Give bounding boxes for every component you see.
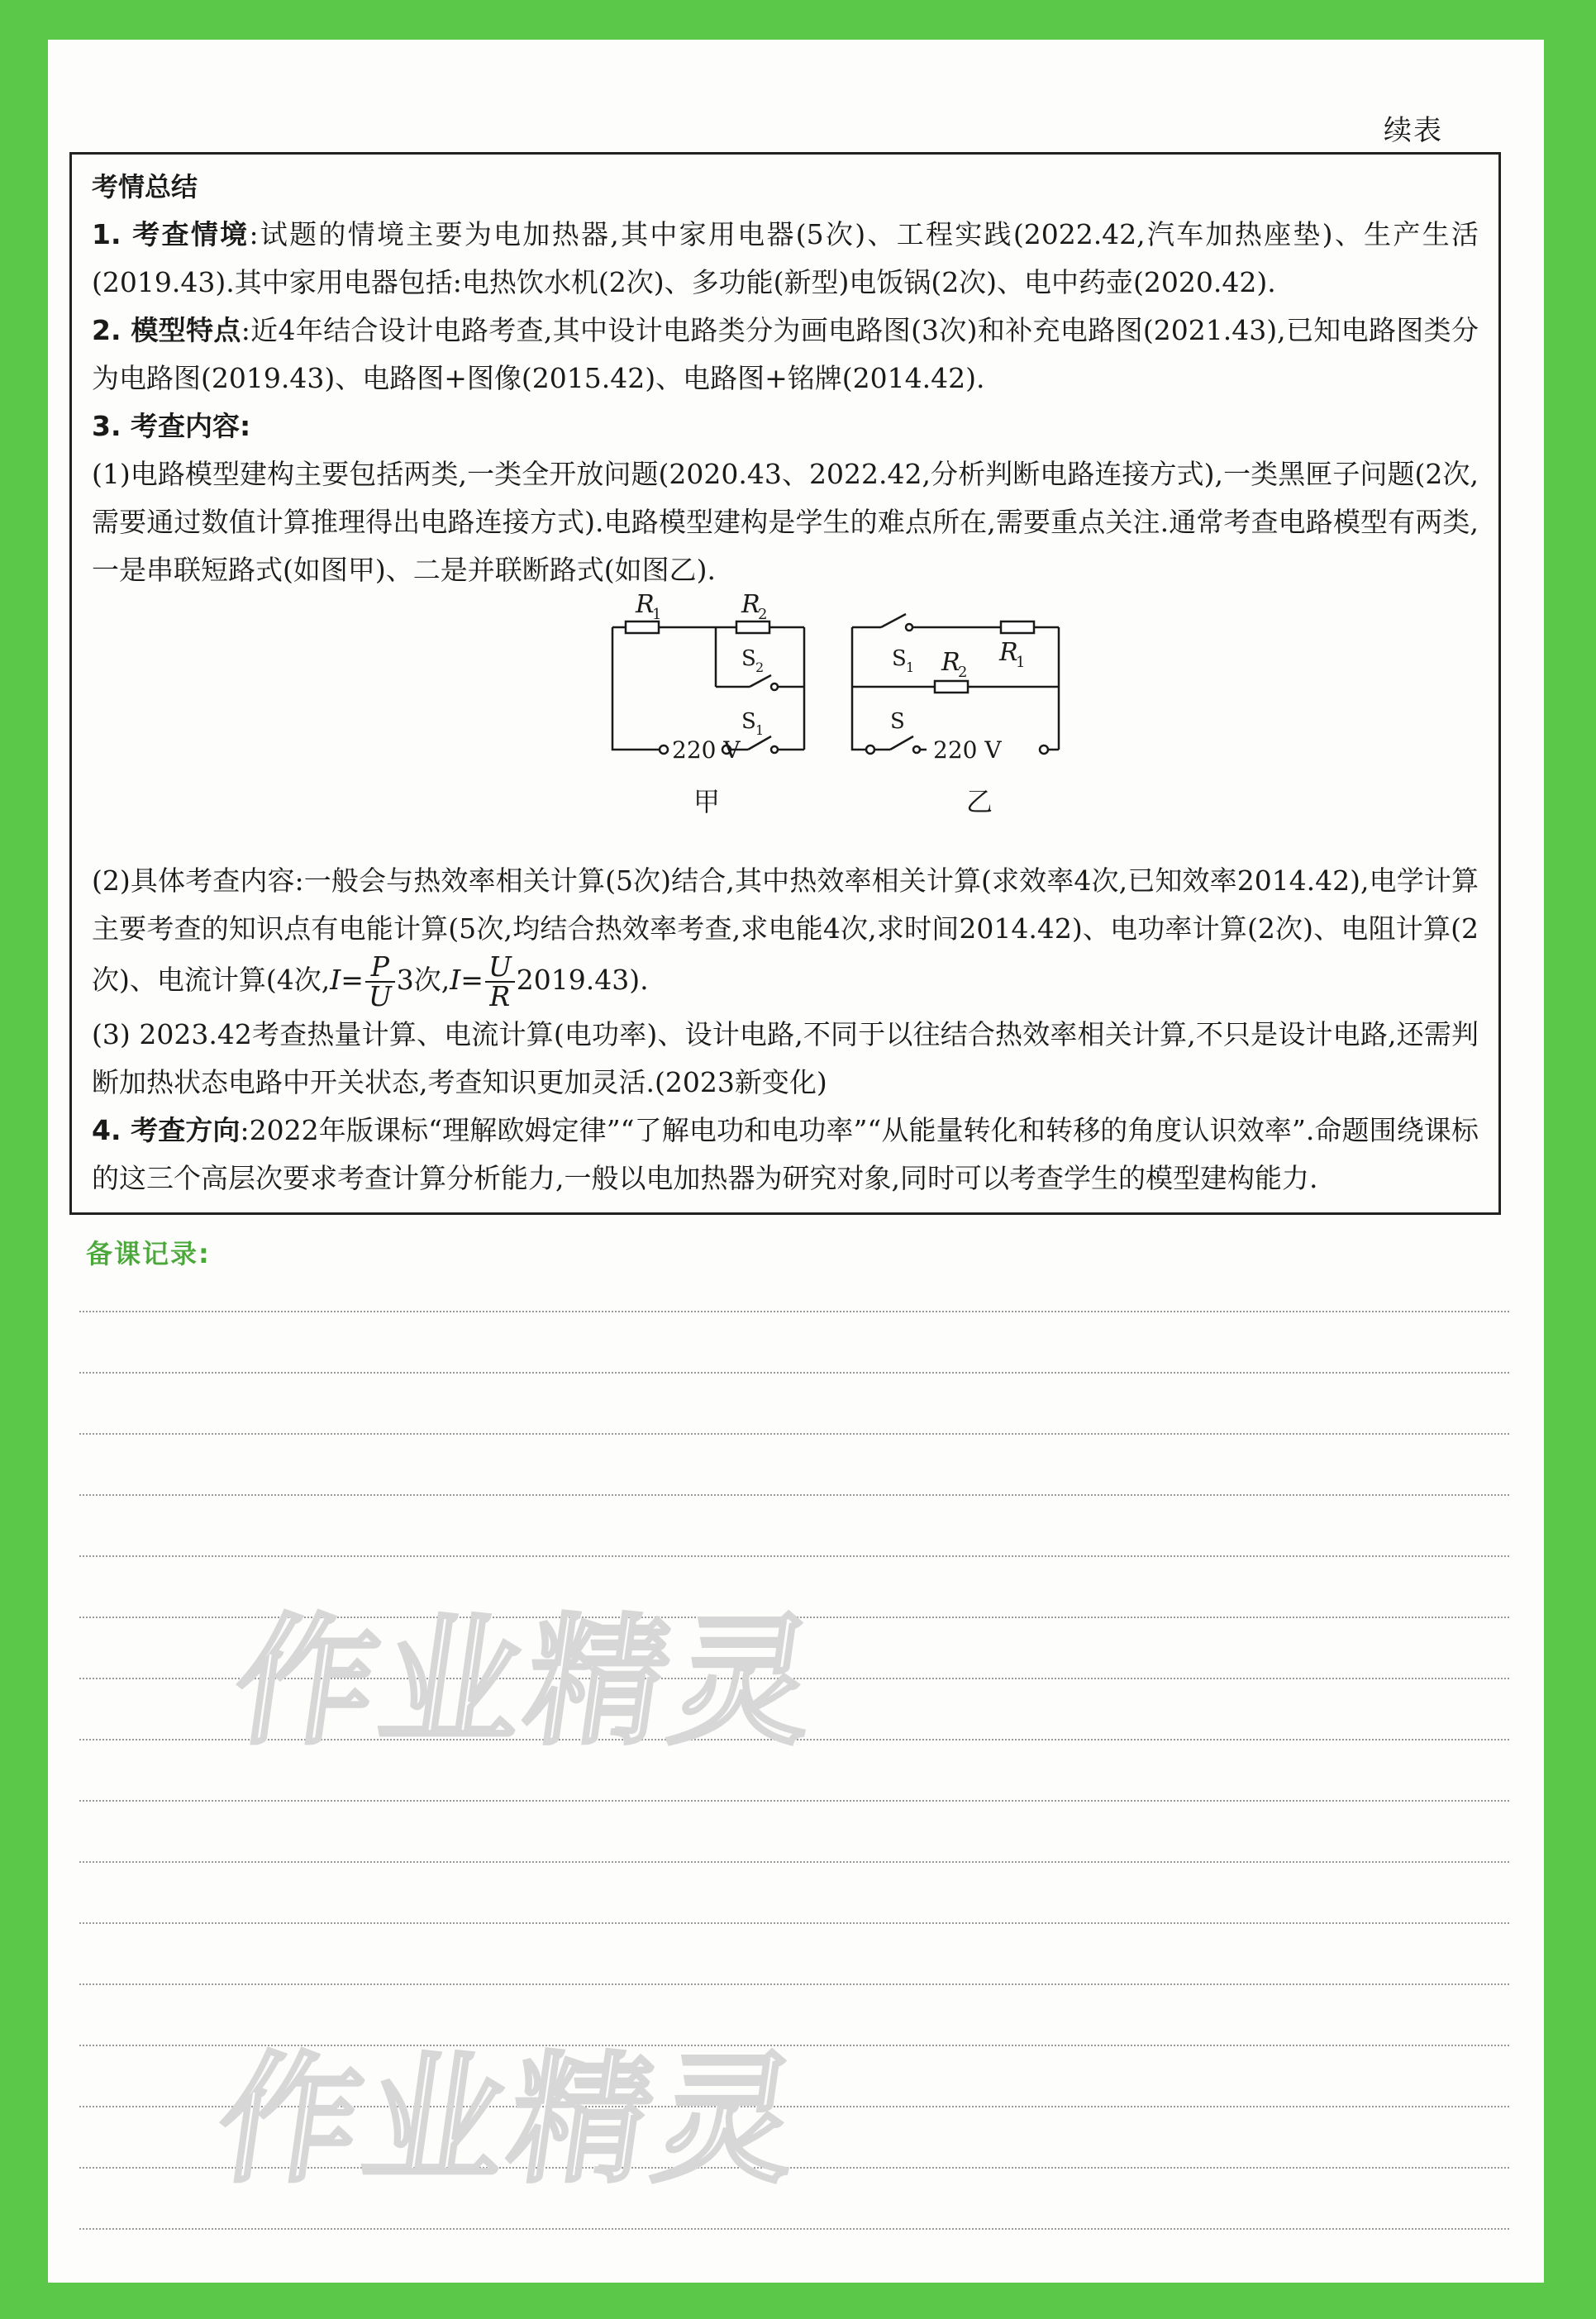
- item1-heading: 1. 考查情境: [92, 218, 250, 250]
- yi-r1-label: R: [999, 638, 1018, 667]
- item3-p2-text-a: (2)具体考查内容:一般会与热效率相关计算(5次)结合,其中热效率相关计算(求效率4次,已知效率2014.42),电学计算主要考查的知识点有电能计算(5次,均结合热效率考查,求电能4次,求时间2014.42)、电功率计算(2次)、电阻计算(2次)、电流计算(4次,: [92, 864, 1479, 996]
- item3-heading: 3. 考查内容:: [92, 410, 251, 442]
- jia-s2-sub: 2: [755, 660, 765, 675]
- item3-p2-text-c: 2019.43).: [516, 964, 649, 996]
- page: [48, 40, 1544, 2283]
- summary-title: 考情总结: [92, 171, 198, 202]
- equals-1: =: [341, 964, 364, 996]
- jia-s1-label: S: [741, 709, 756, 734]
- note-line: [79, 1922, 1509, 1924]
- summary-item-2: [92, 307, 1479, 402]
- note-line: [79, 1494, 1509, 1496]
- fraction-u-over-r: [485, 950, 515, 1012]
- continued-label: 续表: [1384, 114, 1443, 147]
- yi-caption: 乙: [966, 786, 993, 817]
- fraction-p-over-u: [365, 950, 395, 1012]
- yi-s-label: S: [890, 709, 905, 734]
- note-line: [79, 1433, 1509, 1435]
- jia-caption: 甲: [693, 786, 721, 817]
- item3-p3: (3) 2023.42考查热量计算、电流计算(电功率)、设计电路,不同于以往结合热效率相关计算,不只是设计电路,还需判断加热状态电路中开关状态,考查知识更加灵活.(2023新变化): [92, 1018, 1479, 1098]
- note-line: [79, 1372, 1509, 1374]
- frac1-den: U: [368, 980, 392, 1012]
- jia-s1-sub: 1: [755, 722, 765, 738]
- summary-item-4: [92, 1107, 1479, 1202]
- item2-text: :近4年结合设计电路考查,其中设计电路类分为画电路图(3次)和补充电路图(2021.43),已知电路图类分为电路图(2019.43)、电路图+图像(2015.42)、电路图+铭牌(2014.42).: [92, 314, 1479, 394]
- yi-r2-sub: 2: [958, 664, 968, 681]
- yi-voltage: 220 V: [933, 736, 1002, 764]
- jia-s2-label: S: [741, 646, 756, 671]
- frac2-den: R: [489, 980, 511, 1012]
- summary-box: [69, 152, 1501, 1215]
- item3-p2: [92, 857, 1479, 1011]
- jia-r1-sub: 1: [652, 606, 662, 623]
- note-line: [79, 2228, 1509, 2230]
- watermark: 作业精灵: [224, 1601, 830, 1764]
- circuit-jia: [612, 594, 804, 817]
- yi-s1-label: S: [892, 646, 907, 671]
- item1-text: :试题的情境主要为电加热器,其中家用电器(5次)、工程实践(2022.42,汽车加热座垫)、生产生活(2019.43).其中家用电器包括:电热饮水机(2次)、多功能(新型)电饭锅(2次)、电中药壶(2020.42).: [92, 218, 1479, 298]
- summary-item-1: [92, 211, 1479, 307]
- note-line: [79, 1555, 1509, 1557]
- frac1-num: P: [365, 953, 395, 983]
- item3-p1: (1)电路模型建构主要包括两类,一类全开放问题(2020.43、2022.42,分析判断电路连接方式),一类黑匣子问题(2次,需要通过数值计算推理得出电路连接方式).电路模型建构是学生的难点所在,需要重点关注.通常考查电路模型有两类,一是串联短路式(如图甲)、二是并联断路式(如图乙).: [92, 458, 1479, 586]
- item3-p2-text-b: 3次,: [396, 964, 450, 996]
- note-line: [79, 1800, 1509, 1802]
- jia-r2-label: R: [741, 594, 760, 619]
- frac2-num: U: [485, 953, 515, 983]
- jia-r1-label: R: [636, 594, 655, 619]
- notes-title: 备课记录:: [86, 1238, 211, 1269]
- yi-s1-sub: 1: [906, 660, 915, 675]
- jia-voltage: 220 V: [672, 736, 741, 764]
- circuit-diagrams: [92, 594, 1479, 857]
- equals-2: =: [460, 964, 484, 996]
- circuit-yi: [852, 614, 1059, 817]
- note-line: [79, 1983, 1509, 1985]
- note-line: [79, 1311, 1509, 1312]
- yi-r2-label: R: [941, 648, 960, 677]
- item2-heading: 2. 模型特点: [92, 314, 241, 346]
- item4-text: :2022年版课标“理解欧姆定律”“了解电功和电功率”“从能量转化和转移的角度认识效率”.命题围绕课标的这三个高层次要求考查计算分析能力,一般以电加热器为研究对象,同时可以考查学生的模型建构能力.: [92, 1114, 1479, 1194]
- item4-heading: 4. 考查方向: [92, 1114, 241, 1146]
- current-var-2: I: [450, 964, 461, 996]
- jia-r2-sub: 2: [758, 606, 768, 623]
- watermark: 作业精灵: [207, 2039, 813, 2202]
- yi-r1-sub: 1: [1016, 654, 1026, 671]
- current-var-1: I: [330, 964, 341, 996]
- note-line: [79, 1861, 1509, 1863]
